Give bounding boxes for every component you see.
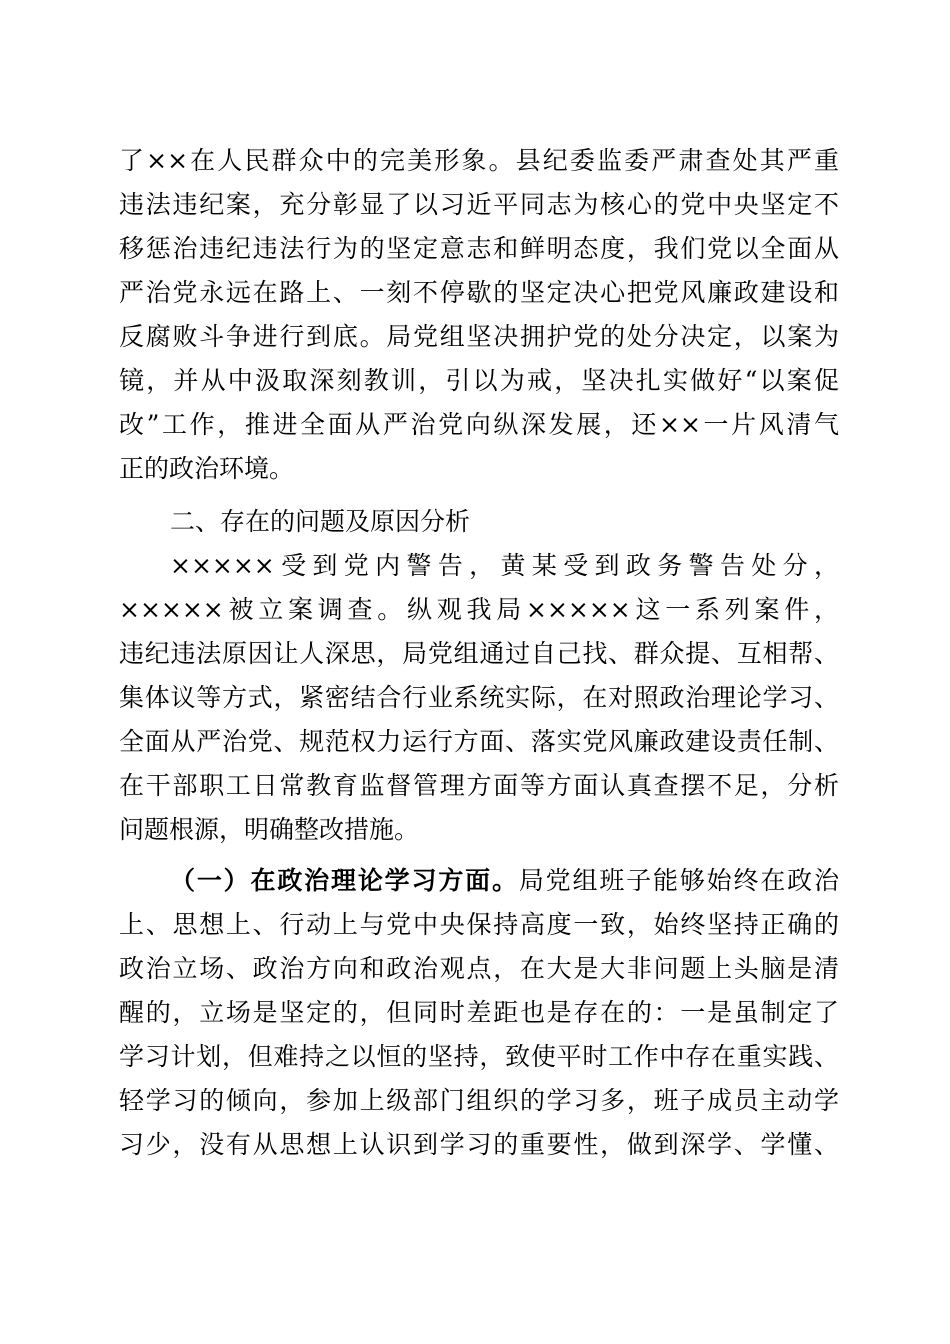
paragraph-line: 改”工作，推进全面从严治党向纵深发展，还××一片风清气 xyxy=(119,410,839,439)
paragraph-line: 习少，没有从思想上认识到学习的重要性，做到深学、学懂、 xyxy=(119,1130,839,1159)
paragraph-line: 违法违纪案，充分彰显了以习近平同志为核心的党中央坚定不 xyxy=(119,190,839,219)
paragraph-line: 严治党永远在路上、一刻不停歇的坚定决心把党风廉政建设和 xyxy=(119,278,839,307)
paragraph-line: 学习计划，但难持之以恒的坚持，致使平时工作中存在重实践、 xyxy=(119,1042,839,1071)
paragraph-line: 醒的，立场是坚定的，但同时差距也是存在的：一是虽制定了 xyxy=(119,998,839,1027)
paragraph-line: 全面从严治党、规范权力运行方面、落实党风廉政建设责任制、 xyxy=(119,727,839,756)
paragraph-first-line xyxy=(170,861,839,901)
paragraph-line: 了××在人民群众中的完美形象。县纪委监委严肃查处其严重 xyxy=(119,146,839,175)
paragraph-line: 集体议等方式，紧密结合行业系统实际，在对照政治理论学习、 xyxy=(119,683,839,712)
paragraph-line: 正的政治环境。 xyxy=(119,454,295,483)
paragraph-line: 镜，并从中汲取深刻教训，引以为戒，坚决扎实做好“以案促 xyxy=(119,366,839,395)
paragraph-line: 违纪违法原因让人深思，局党组通过自己找、群众提、互相帮、 xyxy=(119,639,839,668)
paragraph-line: 在干部职工日常教育监督管理方面等方面认真查摆不足，分析 xyxy=(119,771,839,800)
paragraph-line: 政治立场、政治方向和政治观点，在大是大非问题上头脑是清 xyxy=(119,954,839,983)
paragraph-text: 局党组班子能够始终在政治 xyxy=(518,866,839,895)
section-heading: 二、存在的问题及原因分析 xyxy=(170,507,471,536)
paragraph-line: 反腐败斗争进行到底。局党组坚决拥护党的处分决定，以案为 xyxy=(119,322,839,351)
paragraph-line: ×××××受到党内警告，黄某受到政务警告处分， xyxy=(170,551,839,580)
subsection-lead: （一）在政治理论学习方面。 xyxy=(170,866,519,895)
paragraph-line: 上、思想上、行动上与党中央保持高度一致，始终坚持正确的 xyxy=(119,910,839,939)
paragraph-line: 移惩治违纪违法行为的坚定意志和鲜明态度，我们党以全面从 xyxy=(119,234,839,263)
paragraph-line: ×××××被立案调查。纵观我局×××××这一系列案件， xyxy=(119,595,839,624)
paragraph-line: 轻学习的倾向，参加上级部门组织的学习多，班子成员主动学 xyxy=(119,1086,839,1115)
paragraph-line: 问题根源，明确整改措施。 xyxy=(119,815,420,844)
